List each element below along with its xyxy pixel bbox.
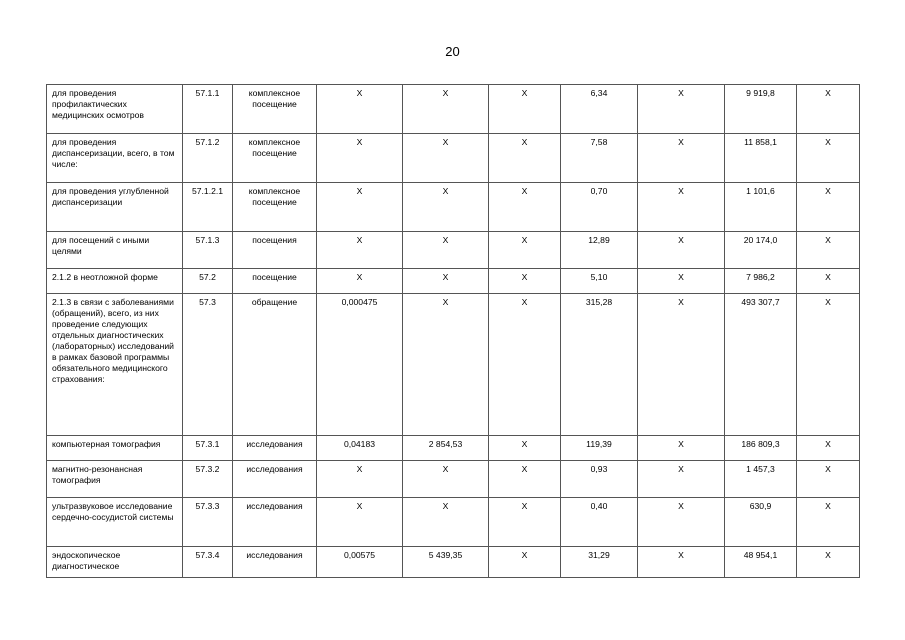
cell-code: 57.3 bbox=[183, 294, 233, 436]
cell-value-5: X bbox=[638, 232, 725, 269]
cell-name: компьютерная томография bbox=[47, 436, 183, 461]
cell-code: 57.1.2 bbox=[183, 134, 233, 183]
cell-unit: исследования bbox=[233, 547, 317, 578]
cell-value-1: 0,000475 bbox=[317, 294, 403, 436]
cell-value-3: X bbox=[489, 498, 561, 547]
table-row bbox=[47, 134, 860, 183]
cell-value-4: 7,58 bbox=[561, 134, 638, 183]
cell-value-2: X bbox=[403, 85, 489, 134]
data-table bbox=[46, 84, 860, 578]
cell-value-4: 0,40 bbox=[561, 498, 638, 547]
cell-value-4: 315,28 bbox=[561, 294, 638, 436]
cell-value-1: X bbox=[317, 183, 403, 232]
cell-value-6: 1 457,3 bbox=[725, 461, 797, 498]
cell-value-5: X bbox=[638, 294, 725, 436]
cell-name: магнитно-резонансная томография bbox=[47, 461, 183, 498]
cell-value-3: X bbox=[489, 294, 561, 436]
cell-value-4: 5,10 bbox=[561, 269, 638, 294]
cell-value-5: X bbox=[638, 183, 725, 232]
cell-value-7: X bbox=[797, 232, 860, 269]
cell-value-6: 186 809,3 bbox=[725, 436, 797, 461]
cell-name: для посещений с иными целями bbox=[47, 232, 183, 269]
cell-value-2: X bbox=[403, 269, 489, 294]
cell-unit: комплексное посещение bbox=[233, 183, 317, 232]
cell-value-4: 0,93 bbox=[561, 461, 638, 498]
cell-value-3: X bbox=[489, 269, 561, 294]
cell-unit: исследования bbox=[233, 436, 317, 461]
cell-value-7: X bbox=[797, 183, 860, 232]
cell-value-7: X bbox=[797, 436, 860, 461]
cell-value-1: 0,04183 bbox=[317, 436, 403, 461]
cell-value-7: X bbox=[797, 294, 860, 436]
cell-value-4: 6,34 bbox=[561, 85, 638, 134]
cell-value-3: X bbox=[489, 436, 561, 461]
cell-value-2: 2 854,53 bbox=[403, 436, 489, 461]
cell-value-5: X bbox=[638, 461, 725, 498]
table-row bbox=[47, 547, 860, 578]
cell-name: 2.1.2 в неотложной форме bbox=[47, 269, 183, 294]
cell-value-6: 493 307,7 bbox=[725, 294, 797, 436]
cell-value-4: 0,70 bbox=[561, 183, 638, 232]
cell-name: для проведения профилактических медицинских осмотров bbox=[47, 85, 183, 134]
table-body bbox=[47, 85, 860, 578]
cell-code: 57.1.1 bbox=[183, 85, 233, 134]
cell-value-5: X bbox=[638, 547, 725, 578]
cell-value-4: 119,39 bbox=[561, 436, 638, 461]
cell-value-3: X bbox=[489, 547, 561, 578]
cell-value-7: X bbox=[797, 85, 860, 134]
cell-unit: комплексное посещение bbox=[233, 134, 317, 183]
cell-value-2: X bbox=[403, 183, 489, 232]
cell-value-6: 11 858,1 bbox=[725, 134, 797, 183]
cell-value-7: X bbox=[797, 547, 860, 578]
cell-unit: обращение bbox=[233, 294, 317, 436]
cell-value-5: X bbox=[638, 85, 725, 134]
cell-value-2: X bbox=[403, 294, 489, 436]
cell-value-2: X bbox=[403, 232, 489, 269]
table-row bbox=[47, 85, 860, 134]
cell-value-1: X bbox=[317, 134, 403, 183]
table-row bbox=[47, 183, 860, 232]
cell-value-7: X bbox=[797, 461, 860, 498]
cell-value-2: X bbox=[403, 461, 489, 498]
cell-value-7: X bbox=[797, 134, 860, 183]
cell-value-6: 1 101,6 bbox=[725, 183, 797, 232]
cell-value-7: X bbox=[797, 498, 860, 547]
cell-code: 57.3.3 bbox=[183, 498, 233, 547]
cell-value-6: 7 986,2 bbox=[725, 269, 797, 294]
cell-value-5: X bbox=[638, 269, 725, 294]
table-row bbox=[47, 269, 860, 294]
cell-value-5: X bbox=[638, 134, 725, 183]
cell-value-5: X bbox=[638, 436, 725, 461]
cell-value-2: 5 439,35 bbox=[403, 547, 489, 578]
cell-value-1: X bbox=[317, 85, 403, 134]
cell-value-1: X bbox=[317, 269, 403, 294]
cell-code: 57.1.3 bbox=[183, 232, 233, 269]
cell-unit: комплексное посещение bbox=[233, 85, 317, 134]
cell-unit: посещения bbox=[233, 232, 317, 269]
cell-value-1: X bbox=[317, 498, 403, 547]
cell-name: ультразвуковое исследование сердечно-сосудистой системы bbox=[47, 498, 183, 547]
cell-value-4: 12,89 bbox=[561, 232, 638, 269]
cell-value-1: X bbox=[317, 232, 403, 269]
page-number: 20 bbox=[445, 44, 460, 59]
cell-name: для проведения диспансеризации, всего, в том числе: bbox=[47, 134, 183, 183]
cell-value-3: X bbox=[489, 461, 561, 498]
cell-value-6: 630,9 bbox=[725, 498, 797, 547]
cell-value-2: X bbox=[403, 498, 489, 547]
cell-code: 57.3.1 bbox=[183, 436, 233, 461]
cell-code: 57.1.2.1 bbox=[183, 183, 233, 232]
table-row bbox=[47, 498, 860, 547]
cell-unit: исследования bbox=[233, 498, 317, 547]
cell-value-3: X bbox=[489, 183, 561, 232]
cell-value-1: X bbox=[317, 461, 403, 498]
cell-value-2: X bbox=[403, 134, 489, 183]
table-row bbox=[47, 232, 860, 269]
cell-unit: посещение bbox=[233, 269, 317, 294]
cell-code: 57.3.4 bbox=[183, 547, 233, 578]
cell-code: 57.3.2 bbox=[183, 461, 233, 498]
cell-value-3: X bbox=[489, 85, 561, 134]
table-row bbox=[47, 294, 860, 436]
cell-value-6: 9 919,8 bbox=[725, 85, 797, 134]
cell-value-6: 20 174,0 bbox=[725, 232, 797, 269]
cell-name: 2.1.3 в связи с заболеваниями (обращений), всего, из них проведение следующих отдельных диагностических (лабораторных) исследований в рамках базовой программы обязательного медицинского страхования: bbox=[47, 294, 183, 436]
cell-name: эндоскопическое диагностическое bbox=[47, 547, 183, 578]
cell-value-5: X bbox=[638, 498, 725, 547]
cell-code: 57.2 bbox=[183, 269, 233, 294]
cell-value-3: X bbox=[489, 232, 561, 269]
table-row bbox=[47, 461, 860, 498]
cell-value-4: 31,29 bbox=[561, 547, 638, 578]
table-row bbox=[47, 436, 860, 461]
cell-name: для проведения углубленной диспансеризации bbox=[47, 183, 183, 232]
cell-value-3: X bbox=[489, 134, 561, 183]
cell-value-6: 48 954,1 bbox=[725, 547, 797, 578]
cell-unit: исследования bbox=[233, 461, 317, 498]
cell-value-1: 0,00575 bbox=[317, 547, 403, 578]
cell-value-7: X bbox=[797, 269, 860, 294]
